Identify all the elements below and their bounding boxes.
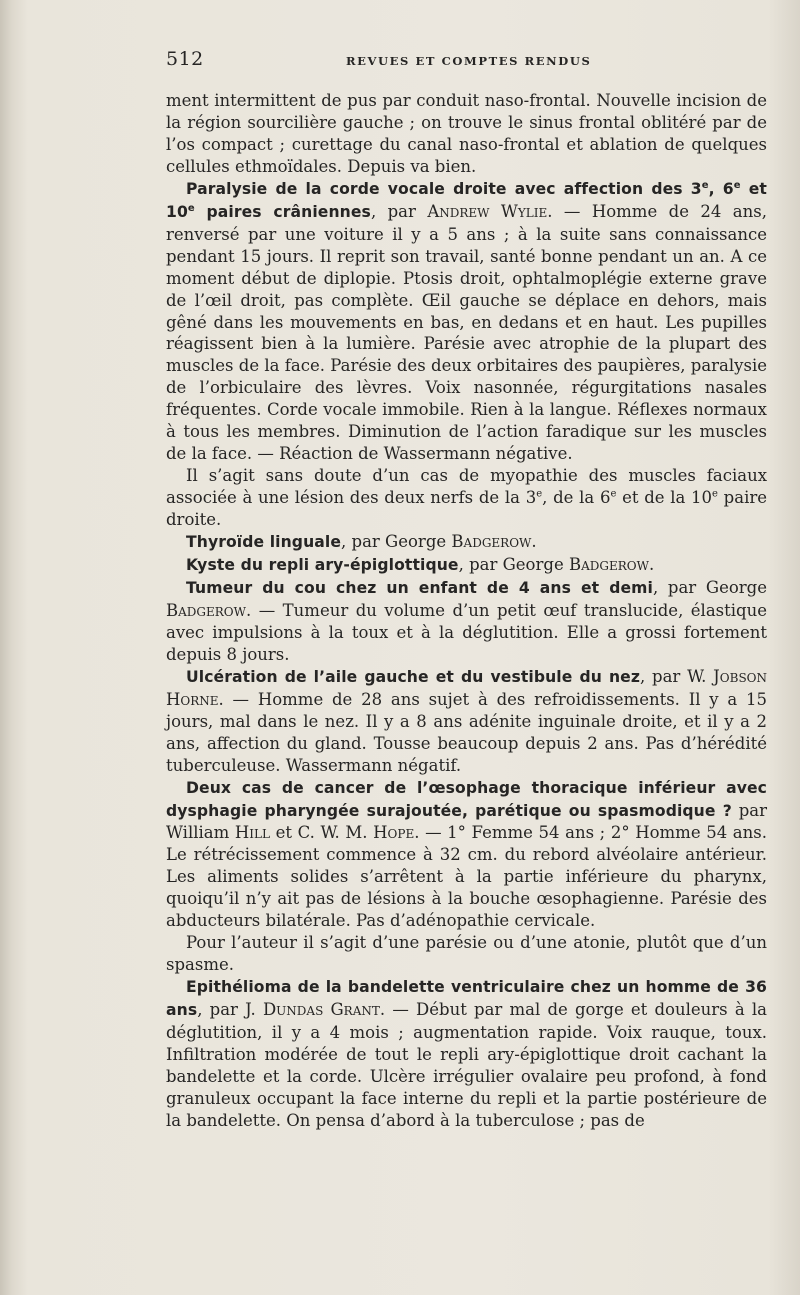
entry-author: Badgerow bbox=[166, 600, 246, 620]
page-header bbox=[166, 48, 766, 78]
entry-nasal-ulceration: Ulcération de l’aile gauche et du vestibule du nez, par W. Jobson Horne. — Homme de 28 ans sujet à des refroidissements. Il y a 15 jours, mal dans le nez. Il y a 8 ans adénite inguinale droite, et il y a 2 ans, affection du gland. Tousse beaucoup depuis 2 ans. Pas d’hérédité tuberculeuse. Wassermann négatif. bbox=[166, 666, 768, 775]
entry-author: Hill bbox=[234, 823, 270, 843]
entry-paragraph: Deux cas de cancer de l’œsophage thoracique inférieur avec dysphagie pharyngée surajoutée, parétique ou spasmodique ? par William Hill et C. W. M. Hope. — 1° Femme 54 ans ; 2° Homme 54 ans. Le rétrécissement commence à 32 cm. du rebord alvéolaire antérieur. Les aliments solides s’arrêtent à la partie inférieure du pharynx, quoiqu’il n’y ait pas de lésions à la bouche œsophagienne. Parésie des abducteurs bilatérale. Pas d’adénopathie cervicale. bbox=[166, 778, 767, 931]
page-number: 512 bbox=[166, 48, 204, 70]
entry-aryepiglottic-cyst: Kyste du repli ary-épiglottique, par George Badgerow. bbox=[186, 555, 655, 575]
entry-title: Paralysie de la corde vocale droite avec affection des 3e, 6e et 10e paires crâniennes bbox=[166, 179, 767, 221]
entry-text: . — Homme de 28 ans sujet à des refroidissements. Il y a 15 jours, mal dans le nez. Il y a 8 ans adénite inguinale droite, et il y a 2 ans, affection du gland. Tousse beaucoup depuis 2 ans. Pas d’hérédité tuberculeuse. Wassermann négatif. bbox=[166, 689, 767, 775]
entry-author: Badgerow bbox=[451, 532, 532, 552]
entry-neck-tumour: Tumeur du cou chez un enfant de 4 ans et demi, par George Badgerow. — Tumeur du volume d’un petit œuf translucide, élastique avec impulsions à la toux et à la déglutition. Elle a grossi fortement depuis 8 jours. bbox=[166, 577, 767, 664]
entry-text: . — 1° Femme 54 ans ; 2° Homme 54 ans. Le rétrécissement commence à 32 cm. du rebord alvéolaire antérieur. Les aliments solides s’arrêtent à la partie inférieure du pharynx, quoiqu’il n’y ait pas de lésions à la bouche œsophagienne. Parésie des abducteurs bilatérale. Pas d’adénopathie cervicale. bbox=[166, 823, 767, 931]
entry-text: . — Homme de 24 ans, renversé par une voiture il y a 5 ans ; à la suite sans connaissance pendant 15 jours. Il reprit son travail, santé bonne pendant un an. A ce moment début de diplopie. Ptosis droit, ophtalmoplégie externe grave de l’œil droit, pas complète. Œil gauche se déplace en dehors, mais gêné dans les mouvements en bas, en dedans et en haut. Les pupilles réagissent bien à la lumière. Parésie avec atrophie de la plupart des muscles de la face. Parésie des deux orbitaires des paupières, paralysie de l’orbiculaire des lèvres. Voix nasonnée, régurgitations nasales fréquentes. Corde vocale immobile. Rien à la langue. Réflexes normaux à tous les membres. Diminution de l’action faradique sur les muscles de la face. — Réaction de Wassermann négative. bbox=[166, 201, 767, 464]
entry-title: Tumeur du cou chez un enfant de 4 ans et demi bbox=[186, 578, 653, 597]
entry-epithelioma: Epithélioma de la bandelette ventriculaire chez un homme de 36 ans, par J. Dundas Grant. — Début par mal de gorge et douleurs à la déglutition, il y a 4 mois ; augmentation rapide. Voix rauque, toux. Infiltration modérée de tout le repli ary-épiglottique droit cachant la bandelette et la corde. Ulcère irrégulier ovalaire peu profond, à fond granuleux occupant la face interne du repli et la partie postérieure de la bandelette. On pensa d’abord à la tuberculose ; pas de bbox=[166, 978, 767, 1130]
entry-author: Dundas Grant bbox=[262, 1000, 380, 1020]
article-body bbox=[166, 90, 767, 1132]
entry-author: Andrew Wylie bbox=[427, 201, 548, 221]
entry-title: Ulcération de l’aile gauche et du vestibule du nez bbox=[186, 667, 641, 686]
entry-comment: Il s’agit sans doute d’un cas de myopathie des muscles faciaux associée à une lésion des deux nerfs de la 3e, de la 6e et de la 10e paire droite. bbox=[166, 466, 768, 530]
entry-text: . — Début par mal de gorge et douleurs à la déglutition, il y a 4 mois ; augmentation rapide. Voix rauque, toux. Infiltration modérée de tout le repli ary-épiglottique droit cachant la bandelette et la corde. Ulcère irrégulier ovalaire peu profond, à fond granuleux occupant la face interne du repli et la partie postérieure de la bandelette. On pensa d’abord à la tuberculose ; pas de bbox=[166, 1000, 767, 1130]
entry-author: Hope bbox=[373, 823, 415, 843]
entry-title: Kyste du repli ary-épiglottique bbox=[186, 556, 459, 575]
running-title: REVUES ET COMPTES RENDUS bbox=[346, 54, 592, 68]
entry-title: Epithélioma de la bandelette ventriculaire chez un homme de 36 ans bbox=[166, 978, 767, 1020]
entry-lingual-thyroid: Thyroïde linguale, par George Badgerow. bbox=[186, 532, 537, 552]
entry-oesophagus-cancer bbox=[166, 777, 767, 977]
entry-vocal-cord-paralysis bbox=[166, 178, 767, 531]
entry-title: Thyroïde linguale bbox=[186, 533, 342, 552]
entry-comment: Pour l’auteur il s’agit d’une parésie ou d’une atonie, plutôt que d’un spasme. bbox=[166, 933, 767, 975]
entry-text: . — Tumeur du volume d’un petit œuf translucide, élastique avec impulsions à la toux et à la déglutition. Elle a grossi fortement depuis 8 jours. bbox=[166, 600, 767, 664]
entry-paragraph: Paralysie de la corde vocale droite avec affection des 3e, 6e et 10e paires crâniennes, par Andrew Wylie. — Homme de 24 ans, renversé par une voiture il y a 5 ans ; à la suite sans connaissance pendant 15 jours. Il reprit son travail, santé bonne pendant un an. A ce moment début de diplopie. Ptosis droit, ophtalmoplégie externe grave de l’œil droit, pas complète. Œil gauche se déplace en dehors, mais gêné dans les mouvements en bas, en dedans et en haut. Les pupilles réagissent bien à la lumière. Parésie avec atrophie de la plupart des muscles de la face. Parésie des deux orbitaires des paupières, paralysie de l’orbiculaire des lèvres. Voix nasonnée, régurgitations nasales fréquentes. Corde vocale immobile. Rien à la langue. Réflexes normaux à tous les membres. Diminution de l’action faradique sur les muscles de la face. — Réaction de Wassermann négative. bbox=[166, 179, 767, 464]
entry-author: Jobson Horne bbox=[166, 666, 768, 709]
entry-title: Deux cas de cancer de l’œsophage thoracique inférieur avec dysphagie pharyngée surajoutée, parétique ou spasmodique ? bbox=[166, 778, 767, 820]
continuation-paragraph: ment intermittent de pus par conduit naso-frontal. Nouvelle incision de la région sourcilière gauche ; on trouve le sinus frontal oblitéré par de l’os compact ; curettage du canal naso-frontal et ablation de quelques cellules ethmoïdales. Depuis va bien. bbox=[166, 91, 767, 176]
entry-author: Badgerow bbox=[568, 555, 649, 575]
